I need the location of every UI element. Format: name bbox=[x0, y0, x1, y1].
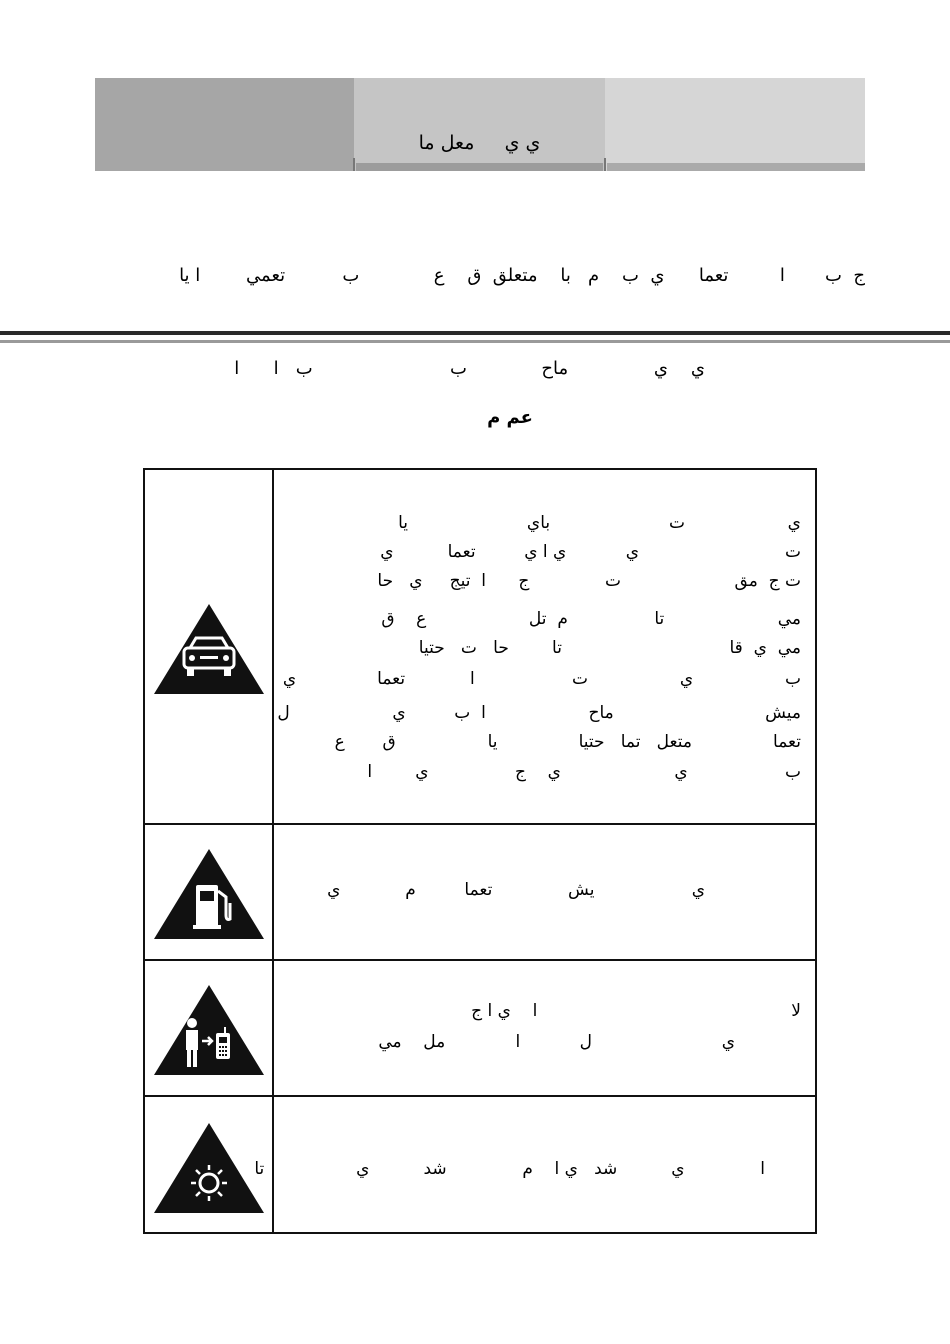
sun-warning-icon bbox=[152, 1121, 266, 1215]
table-row bbox=[145, 959, 815, 1097]
row-text bbox=[254, 1097, 815, 1234]
header-divider bbox=[604, 158, 606, 171]
intro-paragraph bbox=[95, 198, 865, 415]
text-line: ت ي ي ا ي تعما ي bbox=[380, 542, 801, 562]
table-row bbox=[145, 1095, 815, 1234]
text-line: ﻻ ا ي ا ج bbox=[471, 1001, 801, 1021]
medical-device-warning-icon bbox=[152, 983, 266, 1077]
intro-line: ج ب ا تعما ي ب م با متعلق ق ع ب تعمي ا يا bbox=[179, 265, 865, 286]
car-warning-icon bbox=[152, 602, 266, 696]
text-line: ت ج مق ت ج ا تيج ي حا bbox=[377, 571, 801, 591]
header-tab-title: ي ي معل ما bbox=[418, 132, 541, 154]
text-line: مي ي قا تا حا ت حتيا bbox=[418, 638, 801, 658]
header-underline-middle bbox=[356, 163, 603, 171]
section-title: عم م bbox=[487, 407, 533, 428]
text-line: ي ل ا مل مي bbox=[378, 1032, 735, 1052]
row-text bbox=[276, 470, 815, 823]
intro-line: ي ي ماح ب ب ا ا bbox=[234, 358, 705, 379]
fuel-pump-warning-icon bbox=[152, 847, 266, 941]
header-divider bbox=[353, 158, 355, 171]
text-line: ميش ماح ا ب ي ل bbox=[277, 703, 801, 723]
safety-table bbox=[143, 468, 817, 1234]
header-band-left bbox=[95, 78, 354, 171]
text-line: مي تا م تل ع ق bbox=[381, 609, 801, 629]
header-underline-right bbox=[607, 163, 865, 171]
section-rule-thin bbox=[0, 340, 950, 343]
text-line: ي ت باي يا bbox=[398, 513, 801, 533]
text-line: ي يش تعما م ي bbox=[327, 880, 705, 900]
icon-cell bbox=[145, 825, 274, 961]
table-row bbox=[145, 823, 815, 961]
header-band-right bbox=[605, 78, 865, 171]
header-band-middle bbox=[354, 78, 605, 171]
row-text bbox=[276, 961, 815, 1097]
icon-cell bbox=[145, 470, 274, 823]
row-text bbox=[276, 825, 815, 961]
text-line: تعما متعل تما حتيا يا ق ع bbox=[334, 732, 801, 752]
text-line: ا ي شد ي ا م شد ي تا bbox=[254, 1159, 765, 1179]
header-underline-left bbox=[95, 163, 354, 171]
table-row bbox=[145, 470, 815, 823]
text-line: ب ي ي ج ي ا bbox=[367, 762, 801, 782]
icon-cell bbox=[145, 961, 274, 1097]
section-rule bbox=[0, 331, 950, 335]
text-line: ب ي ت ا تعما ي bbox=[282, 669, 801, 689]
